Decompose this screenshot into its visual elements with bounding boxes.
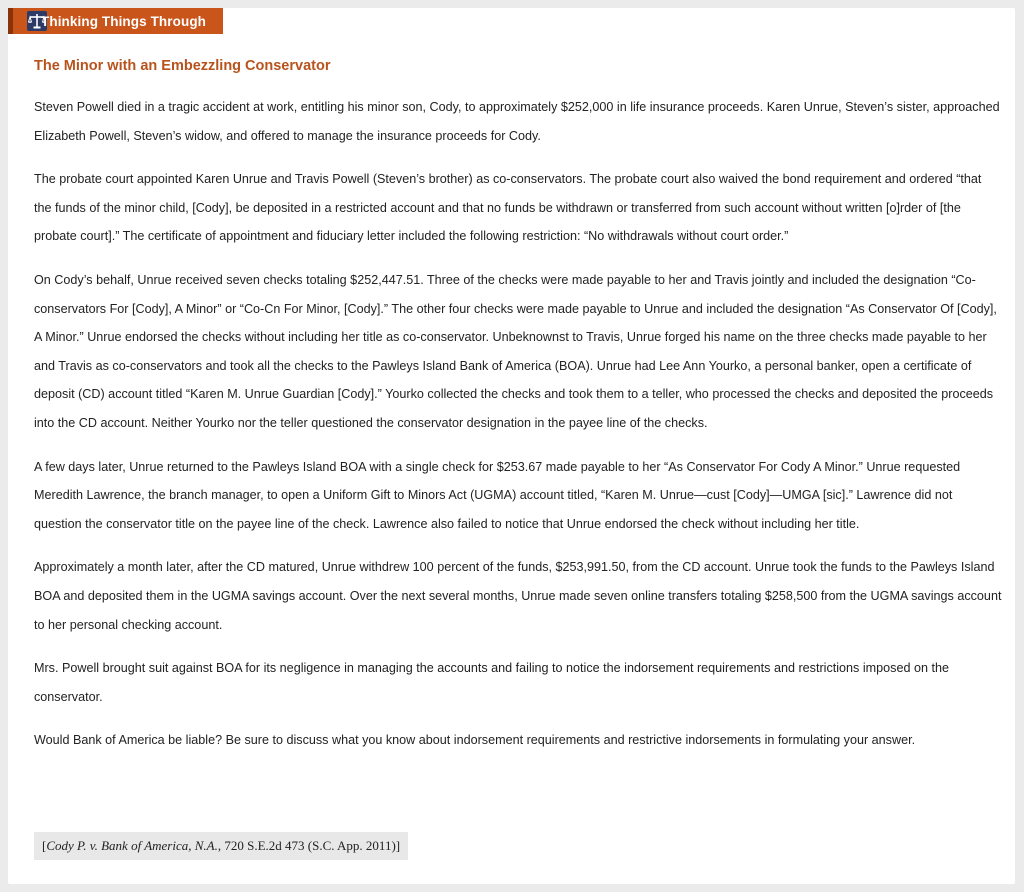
citation-case-name: Cody P. v. Bank of America, N.A.: [46, 838, 218, 853]
paragraph-background: Steven Powell died in a tragic accident at work, entitling his minor son, Cody, to approximately $252,000 in life insurance proceeds. Karen Unrue, Steven’s sister, approached Elizabeth Powell, Steven’s widow, and offered to manage the insurance proceeds for Cody.: [34, 100, 1000, 143]
section-header-tab: [8, 8, 223, 34]
paragraph-question: Would Bank of America be liable? Be sure to discuss what you know about indorsement requirements and restrictive indorsements in formulating your answer.: [34, 733, 916, 748]
case-citation: [34, 832, 408, 860]
paragraph-checks: On Cody’s behalf, Unrue received seven checks totaling $252,447.51. Three of the checks were made payable to her and Travis jointly and included the designation “Co-conservators For [Cody], A Minor” or “Co-Cn For Minor, [Cody].” The other four checks were made payable to Unrue and included the designation “As Conservator Of [Cody], A Minor.” Unrue endorsed the checks without including her title as co-conservator. Unbeknownst to Travis, Unrue forged his name on the three checks made payable to her and Travis as co-conservators and took all the checks to the Pawleys Island Bank of America (BOA). Unrue had Lee Ann Yourko, a personal banker, open a certificate of deposit (CD) account titled “Karen M. Unrue Guardian [Cody].” Yourko collected the checks and took them to a teller, who processed the checks and deposited the proceeds into the CD account. Neither Yourko nor the teller questioned the conservator designation in the payee line of the checks.: [34, 272, 997, 430]
header-accent-strip: [8, 8, 13, 34]
paragraph-withdrawal: Approximately a month later, after the CD matured, Unrue withdrew 100 percent of the funds, $253,991.50, from the CD account. Unrue took the funds to the Pawleys Island BOA and deposited them in the UGMA savings account. Over the next several months, Unrue made seven online transfers totaling $258,500 from the UGMA savings account to her personal checking account.: [34, 560, 1002, 632]
section-header-label: Thinking Things Through: [41, 13, 207, 29]
paragraph-probate-court: The probate court appointed Karen Unrue and Travis Powell (Steven’s brother) as co-conservators. The probate court also waived the bond requirement and ordered “that the funds of the minor child, [Cody], be deposited in a restricted account and that no funds be withdrawn or transferred from such account without written [o]rder of [the probate court].” The certificate of appointment and fiduciary letter included the following restriction: “No withdrawals without court order.”: [34, 172, 982, 244]
case-title: The Minor with an Embezzling Conservator: [34, 58, 331, 74]
citation-reporter: , 720 S.E.2d 473 (S.C. App. 2011)]: [217, 838, 401, 853]
paragraph-lawsuit: Mrs. Powell brought suit against BOA for its negligence in managing the accounts and failing to notice the indorsement requirements and restrictions imposed on the conservator.: [34, 661, 949, 704]
case-body: [34, 93, 1002, 770]
citation-open-bracket: [: [42, 838, 47, 853]
paragraph-ugma-account: A few days later, Unrue returned to the Pawleys Island BOA with a single check for $253.67 made payable to her “As Conservator For Cody A Minor.” Unrue requested Meredith Lawrence, the branch manager, to open a Uniform Gift to Minors Act (UGMA) account titled, “Karen M. Unrue—cust [Cody]—UMGA [sic].” Lawrence did not question the conservator title on the payee line of the check. Lawrence also failed to notice that Unrue endorsed the check without including her title.: [34, 459, 961, 531]
